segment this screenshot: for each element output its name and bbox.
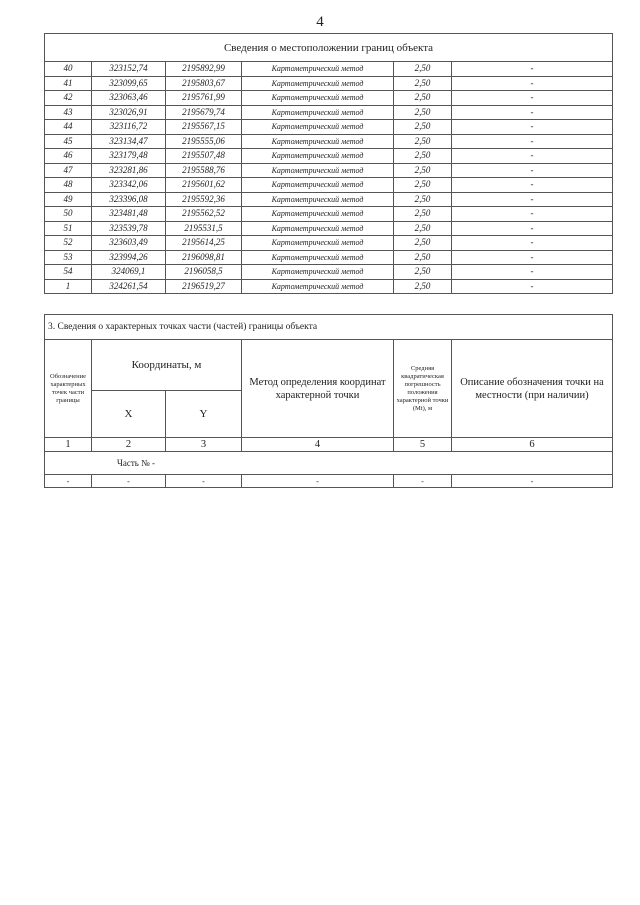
point-number-cell: 49	[45, 192, 92, 207]
point-number-cell: 47	[45, 163, 92, 178]
method-cell: Картометрический метод	[242, 62, 394, 77]
coord-y-cell: 2195592,36	[166, 192, 242, 207]
point-number-cell: 44	[45, 120, 92, 135]
coord-y-cell: 2196098,81	[166, 250, 242, 265]
method-cell: Картометрический метод	[242, 163, 394, 178]
method-cell: Картометрический метод	[242, 134, 394, 149]
coord-x-cell: 323481,48	[92, 207, 166, 222]
table-row	[45, 91, 613, 106]
coord-x-cell: 323396,08	[92, 192, 166, 207]
method-cell: Картометрический метод	[242, 250, 394, 265]
table-row	[45, 279, 613, 294]
point-number-cell: 53	[45, 250, 92, 265]
error-cell: 2,50	[394, 250, 452, 265]
description-cell: -	[452, 120, 613, 135]
method-cell: Картометрический метод	[242, 178, 394, 193]
coord-y-cell: 2196519,27	[166, 279, 242, 294]
table-row	[45, 221, 613, 236]
table-row	[45, 120, 613, 135]
coord-y-cell: 2195567,15	[166, 120, 242, 135]
description-cell: -	[452, 149, 613, 164]
method-cell: Картометрический метод	[242, 76, 394, 91]
point-number-cell: 54	[45, 265, 92, 280]
part-points-table	[44, 314, 613, 488]
header-description: Описание обозначения точки на местности (при наличии)	[452, 340, 613, 438]
point-number-cell: 41	[45, 76, 92, 91]
coord-x-cell: 323063,46	[92, 91, 166, 106]
method-cell: Картометрический метод	[242, 149, 394, 164]
description-cell: -	[452, 207, 613, 222]
dash-cell: -	[45, 475, 92, 488]
description-cell: -	[452, 76, 613, 91]
method-cell: Картометрический метод	[242, 236, 394, 251]
header-x: X	[92, 391, 166, 438]
point-number-cell: 46	[45, 149, 92, 164]
table-row	[45, 105, 613, 120]
col-number: 4	[242, 438, 394, 452]
coord-y-cell: 2195531,5	[166, 221, 242, 236]
col-number: 5	[394, 438, 452, 452]
part-label: Часть № -	[45, 452, 613, 475]
table-row	[45, 62, 613, 77]
coord-x-cell: 323116,72	[92, 120, 166, 135]
method-cell: Картометрический метод	[242, 207, 394, 222]
dash-cell: -	[452, 475, 613, 488]
dash-cell: -	[92, 475, 166, 488]
method-cell: Картометрический метод	[242, 265, 394, 280]
description-cell: -	[452, 192, 613, 207]
point-number-cell: 51	[45, 221, 92, 236]
coord-x-cell: 323994,26	[92, 250, 166, 265]
description-cell: -	[452, 178, 613, 193]
coord-x-cell: 323099,65	[92, 76, 166, 91]
point-number-cell: 42	[45, 91, 92, 106]
header-error: Средняя квадратическая погрешность положения характерной точки (Mt), м	[394, 340, 452, 438]
point-number-cell: 52	[45, 236, 92, 251]
error-cell: 2,50	[394, 221, 452, 236]
coord-y-cell: 2195588,76	[166, 163, 242, 178]
error-cell: 2,50	[394, 163, 452, 178]
table-row	[45, 192, 613, 207]
coord-x-cell: 323281,86	[92, 163, 166, 178]
coord-x-cell: 323179,48	[92, 149, 166, 164]
description-cell: -	[452, 265, 613, 280]
point-number-cell: 50	[45, 207, 92, 222]
col-number: 6	[452, 438, 613, 452]
description-cell: -	[452, 134, 613, 149]
coord-y-cell: 2195562,52	[166, 207, 242, 222]
point-number-cell: 45	[45, 134, 92, 149]
description-cell: -	[452, 279, 613, 294]
coord-x-cell: 323342,06	[92, 178, 166, 193]
table-row	[45, 163, 613, 178]
method-cell: Картометрический метод	[242, 192, 394, 207]
boundary-table	[44, 33, 613, 294]
coord-y-cell: 2195761,99	[166, 91, 242, 106]
table-row	[45, 236, 613, 251]
coord-y-cell: 2195679,74	[166, 105, 242, 120]
coord-x-cell: 323539,78	[92, 221, 166, 236]
coord-y-cell: 2195507,48	[166, 149, 242, 164]
col-number: 1	[45, 438, 92, 452]
boundary-table-header: Сведения о местоположении границ объекта	[45, 34, 613, 62]
error-cell: 2,50	[394, 76, 452, 91]
coord-y-cell: 2195892,99	[166, 62, 242, 77]
method-cell: Картометрический метод	[242, 221, 394, 236]
method-cell: Картометрический метод	[242, 279, 394, 294]
table-row	[45, 265, 613, 280]
error-cell: 2,50	[394, 192, 452, 207]
description-cell: -	[452, 105, 613, 120]
table-row	[45, 207, 613, 222]
dash-cell: -	[242, 475, 394, 488]
error-cell: 2,50	[394, 207, 452, 222]
coord-x-cell: 323134,47	[92, 134, 166, 149]
coord-x-cell: 323026,91	[92, 105, 166, 120]
header-y: Y	[166, 391, 242, 438]
table-row	[45, 149, 613, 164]
description-cell: -	[452, 221, 613, 236]
description-cell: -	[452, 250, 613, 265]
description-cell: -	[452, 236, 613, 251]
table-row	[45, 76, 613, 91]
coord-y-cell: 2195803,67	[166, 76, 242, 91]
coord-y-cell: 2195614,25	[166, 236, 242, 251]
error-cell: 2,50	[394, 178, 452, 193]
point-number-cell: 48	[45, 178, 92, 193]
section-3-title: 3. Сведения о характерных точках части (частей) границы объекта	[45, 315, 613, 340]
coord-x-cell: 324261,54	[92, 279, 166, 294]
dash-cell: -	[394, 475, 452, 488]
error-cell: 2,50	[394, 236, 452, 251]
coord-y-cell: 2195601,62	[166, 178, 242, 193]
table-row	[45, 250, 613, 265]
error-cell: 2,50	[394, 62, 452, 77]
method-cell: Картометрический метод	[242, 105, 394, 120]
error-cell: 2,50	[394, 265, 452, 280]
dash-cell: -	[166, 475, 242, 488]
header-method: Метод определения координат характерной точки	[242, 340, 394, 438]
error-cell: 2,50	[394, 279, 452, 294]
description-cell: -	[452, 91, 613, 106]
coord-y-cell: 2195555,06	[166, 134, 242, 149]
header-point-label: Обозначение характерных точек части границы	[45, 340, 92, 438]
point-number-cell: 1	[45, 279, 92, 294]
point-number-cell: 43	[45, 105, 92, 120]
table-row	[45, 134, 613, 149]
error-cell: 2,50	[394, 149, 452, 164]
point-number-cell: 40	[45, 62, 92, 77]
header-coords: Координаты, м	[92, 340, 242, 391]
error-cell: 2,50	[394, 120, 452, 135]
col-number: 3	[166, 438, 242, 452]
description-cell: -	[452, 62, 613, 77]
description-cell: -	[452, 163, 613, 178]
error-cell: 2,50	[394, 91, 452, 106]
coord-y-cell: 2196058,5	[166, 265, 242, 280]
col-number: 2	[92, 438, 166, 452]
error-cell: 2,50	[394, 134, 452, 149]
coord-x-cell: 323603,49	[92, 236, 166, 251]
error-cell: 2,50	[394, 105, 452, 120]
page-number: 4	[316, 14, 324, 30]
method-cell: Картометрический метод	[242, 120, 394, 135]
method-cell: Картометрический метод	[242, 91, 394, 106]
coord-x-cell: 323152,74	[92, 62, 166, 77]
coord-x-cell: 324069,1	[92, 265, 166, 280]
table-row	[45, 178, 613, 193]
